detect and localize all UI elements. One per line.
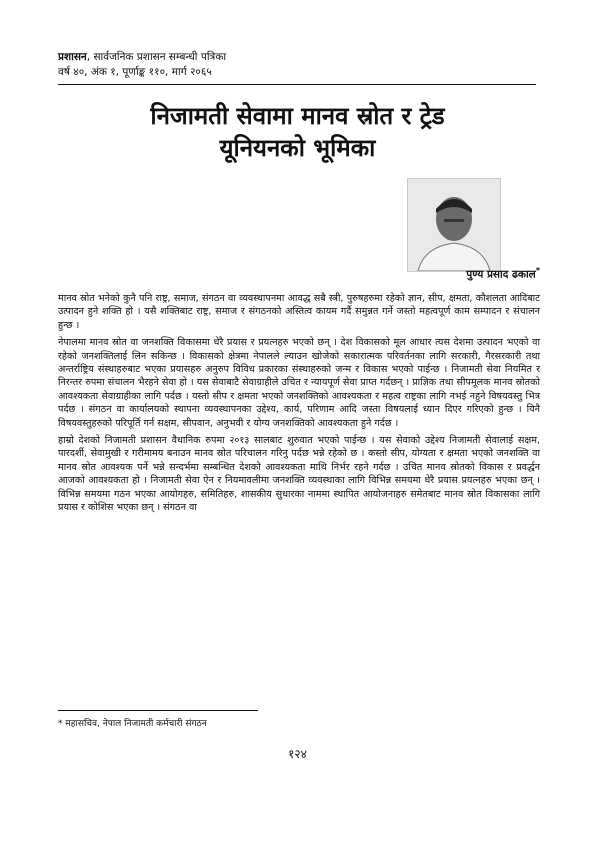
body-paragraph: नेपालमा मानव स्रोत वा जनशक्ति विकासमा धेरै प्रयास र प्रयत्नहरु भएको छन् । देश विकासको मूल आधार त्यस देशमा उत्पादन भएको वा रहेको जनशक्तिलाई लिन सकिन्छ । विकासको क्षेत्रमा नेपालले ल्याउन खोजेको सकारात्मक परिवर्तनका लागि सरकारी, गैरसरकारी तथा अन्तर्राष्ट्रिय संस्थाहरुबाट भएका प्रयासहरु अनुरुप विविध प्रकारका संस्थाहरुको जन्म र विकास भएको पाईन्छ । निजामती सेवा नियमित र निरन्तर रुपमा संचालन भैरहने सेवा हो । यस सेवाबाटै सेवाग्राहीले उचित र न्यायपूर्ण सेवा प्राप्त गर्दछन् । प्राज्ञिक तथा सीपमूलक मानव स्रोतको आवश्यकता सेवाग्राहीका लागि पर्दछ । यस्तो सीप र क्षमता भएको जनशक्तिको आवश्यकता र महत्व राष्ट्रका लागि नभई नहुने विषयवस्तु भित्र पर्दछ । संगठन वा कार्यालयको स्थापना व्यवस्थापनका उद्देश्य, कार्य, परिणाम आदि जस्ता विषयलाई ध्यान दिएर गरिएको हुन्छ । यिनै विषयवस्तुहरुको परिपूर्ति गर्न सक्षम, सीपवान, अनुभवी र योग्य जनशक्तिको आवश्यकता हुने गर्दछ । [58, 337, 540, 429]
header-divider [58, 84, 536, 85]
footnote-mark: * [58, 719, 63, 729]
footnote-divider [58, 710, 258, 711]
footnote [58, 716, 207, 729]
body-paragraph: हाम्रो देशको निजामती प्रशासन वैधानिक रुपमा २०१३ सालबाट शुरुवात भएको पाईन्छ । यस सेवाको उद्देश्य निजामती सेवालाई सक्षम, पारदर्शी, सेवामुखी र गरीमामय बनाउन मानव स्रोत परिचालन गरिनु पर्दछ भन्ने रहेको छ । कस्तो सीप, योग्यता र क्षमता भएको जनशक्ति वा मानव स्रोत आवश्यक पर्ने भन्ने सन्दर्भमा सम्बन्धित देशको आवश्यकता माथि निर्भर रहने गर्दछ । उचित मानव स्रोतको विकास र प्रवर्द्धन आजको आवश्यकता हो । निजामती सेवा ऐन र नियमावलीमा जनशक्ति व्यवस्थाका लागि विभिन्न समयमा धेरै प्रयास प्रयत्नहरु भएका छन् । विभिन्न समयमा गठन भएका आयोगहरु, समितिहरु, शासकीय सुधारका नाममा स्थापित आयोजनाहरु समेतबाट मानव स्रोत विकासका लागि प्रयास र कोशिस भएका छन् । संगठन वा [58, 435, 540, 514]
journal-subtitle: , सार्वजनिक प्रशासन सम्बन्धी पत्रिका [86, 51, 227, 63]
author-photo [407, 178, 501, 272]
article-title-line-1: निजामती सेवामा मानव स्रोत र ट्रेड [150, 102, 445, 130]
page-number: १२४ [288, 747, 307, 761]
footnote-text: महासचिव, नेपाल निजामती कर्मचारी संगठन [65, 719, 207, 729]
author-byline [380, 266, 540, 282]
article-title-line-2: यूनियनको भूमिका [219, 134, 376, 162]
body-paragraph: मानव स्रोत भनेको कुनै पनि राष्ट्र, समाज, संगठन वा व्यवस्थापनमा आवद्ध सबै स्त्री, पुरुषहरुमा रहेको ज्ञान, सीप, क्षमता, कौशलता आदिबाट उत्पादन हुने शक्ति हो । यसै शक्तिबाट राष्ट्र, समाज र संगठनको अस्तित्व कायम गर्दै समुन्नत गर्ने जस्तो महत्वपूर्ण काम सम्पादन र संचालन हुन्छ । [58, 293, 540, 331]
issue-line: वर्ष ४०, अंक १, पूर्णाङ्क ११०, मार्ग २०६५ [58, 66, 212, 78]
journal-title-line [58, 50, 538, 65]
article-body [58, 292, 540, 519]
journal-header [58, 50, 538, 80]
author-name: पुण्य प्रसाद ढकाल [466, 268, 536, 281]
journal-name: प्रशासन [58, 51, 87, 63]
article-title [60, 100, 535, 164]
author-footnote-mark: * [535, 266, 540, 275]
